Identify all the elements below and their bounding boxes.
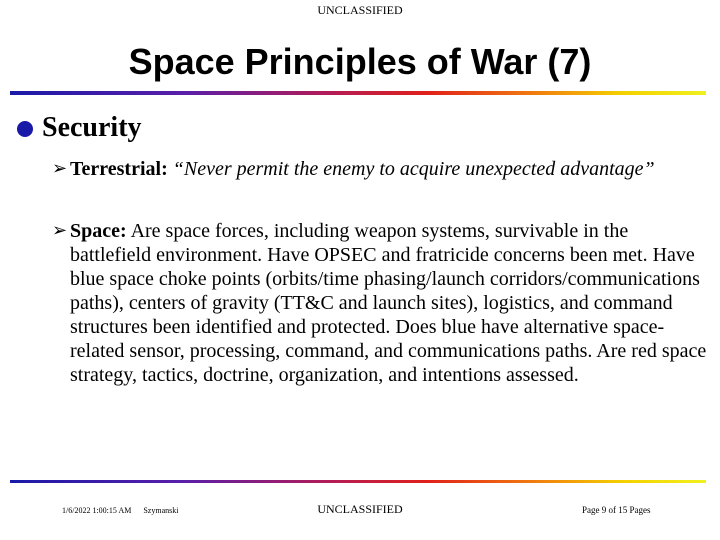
terrestrial-item xyxy=(52,157,712,181)
space-body: Are space forces, including weapon systems, survivable in the battlefield environment. Have OPSEC and fratricide concerns been met. Have blue space choke points (orbits/time phasing/launch corridors/communications paths), centers of gravity (TT&C and launch sites), logistics, and command structures been identified and protected. Does blue have alternative space-related sensor, processing, command, and communications paths. Are red space strategy, tactics, doctrine, organization, and intentions assessed. xyxy=(70,220,707,386)
space-text xyxy=(70,219,712,387)
arrowhead-icon: ➢ xyxy=(52,158,68,179)
arrowhead-icon: ➢ xyxy=(52,220,68,241)
footer-timestamp: 1/6/2022 1:00:15 AM xyxy=(62,506,132,515)
space-label: Space: xyxy=(70,220,127,242)
slide-title: Space Principles of War (7) xyxy=(128,41,592,82)
terrestrial-quote: “Never permit the enemy to acquire unexpected advantage” xyxy=(172,158,655,180)
section-heading: Security xyxy=(42,112,142,143)
classification-header: UNCLASSIFIED xyxy=(317,3,403,17)
footer-author: Szymanski xyxy=(143,506,179,515)
space-item xyxy=(52,219,712,387)
page-number: Page 9 of 15 Pages xyxy=(582,505,651,515)
terrestrial-label: Terrestrial: xyxy=(70,158,168,180)
title-divider xyxy=(10,91,706,95)
terrestrial-text xyxy=(70,157,712,181)
filled-circle-icon xyxy=(17,121,33,137)
classification-footer: UNCLASSIFIED xyxy=(317,502,403,516)
footer-divider xyxy=(10,480,706,483)
